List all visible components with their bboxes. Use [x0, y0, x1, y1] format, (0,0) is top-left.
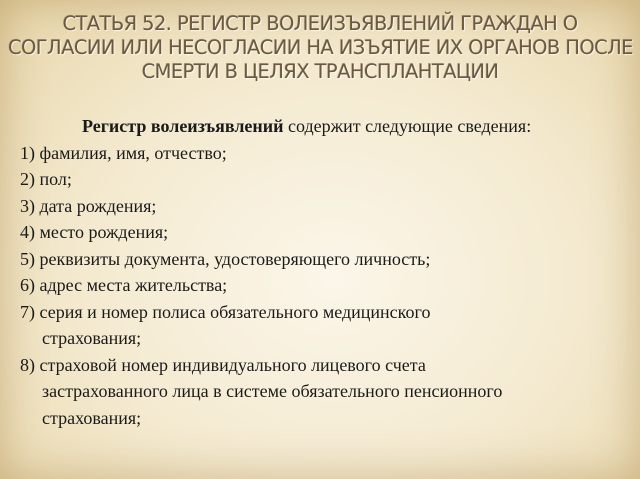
list-item — [20, 272, 626, 299]
list-item-continuation: страхования; — [42, 407, 142, 428]
info-list — [20, 140, 626, 432]
intro-term: Регистр волеизъявлений — [82, 116, 284, 136]
list-item-text: 7) серия и номер полиса обязательного медицинского — [20, 301, 431, 322]
slide-body — [20, 113, 626, 431]
list-item-text: 2) пол; — [20, 169, 72, 189]
list-item-text: 6) адрес места жительства; — [20, 275, 228, 295]
list-item-text: 4) место рождения; — [20, 222, 169, 242]
title-line: СМЕРТИ В ЦЕЛЯХ ТРАНСПЛАНТАЦИИ — [141, 60, 499, 83]
list-item — [20, 246, 626, 273]
list-item — [20, 352, 626, 432]
list-item — [20, 219, 626, 246]
list-item-text: 8) страховой номер индивидуального лицевого счета — [20, 354, 426, 375]
intro-paragraph — [20, 113, 626, 140]
list-item-text: 5) реквизиты документа, удостоверяющего личность; — [20, 248, 431, 269]
list-item — [20, 140, 626, 167]
intro-text: содержит следующие сведения: — [283, 116, 532, 136]
list-item — [20, 166, 626, 193]
list-item-text: 3) дата рождения; — [20, 195, 157, 216]
list-item-continuation: страхования; — [42, 328, 142, 348]
list-item-text: 1) фамилия, имя, отчество; — [20, 142, 227, 163]
list-item-continuation: застрахованного лица в системе обязательного пенсионного — [42, 381, 503, 401]
slide-title — [8, 12, 632, 84]
title-line: СОГЛАСИИ ИЛИ НЕСОГЛАСИИ НА ИЗЪЯТИЕ ИХ ОРГАНОВ ПОСЛЕ — [8, 36, 633, 59]
title-line: СТАТЬЯ 52. РЕГИСТР ВОЛЕИЗЪЯВЛЕНИЙ ГРАЖДАН О — [62, 12, 578, 35]
list-item — [20, 299, 626, 352]
list-item — [20, 193, 626, 220]
